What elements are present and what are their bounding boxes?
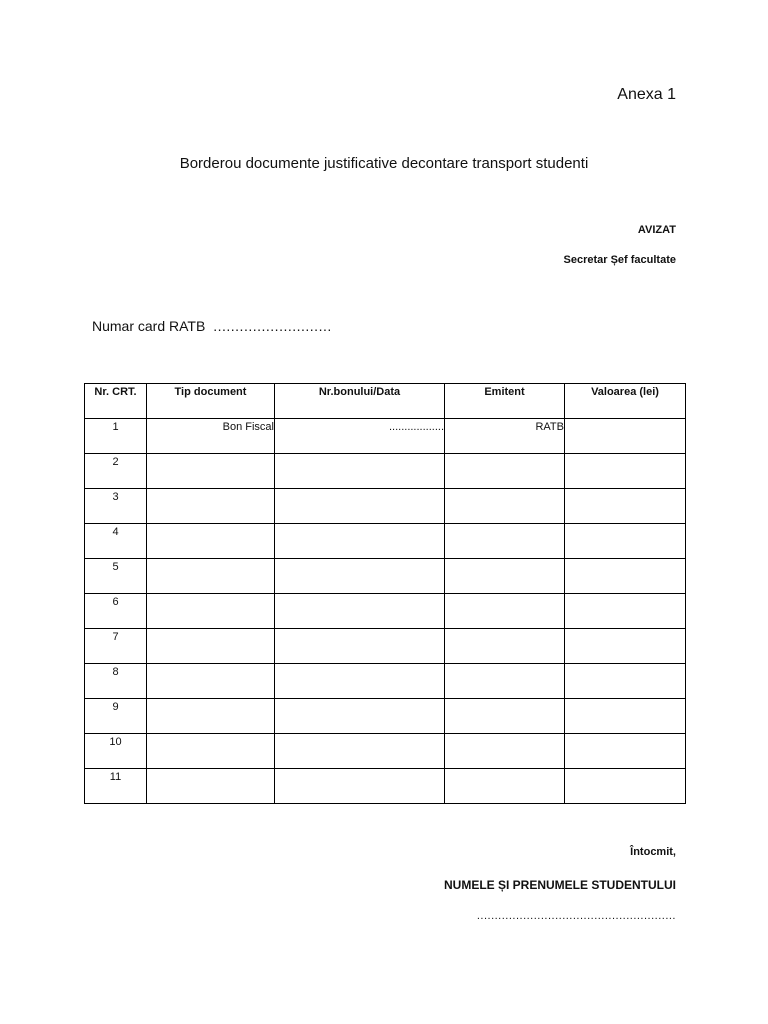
cell-tip-document <box>147 734 275 769</box>
table-row <box>85 419 686 454</box>
cell-nr-crt: 6 <box>85 594 147 629</box>
cell-valoarea <box>565 419 686 454</box>
cell-tip-document <box>147 454 275 489</box>
cell-nr-bonului-data: .................. <box>275 419 445 454</box>
cell-tip-document <box>147 629 275 664</box>
cell-emitent <box>445 594 565 629</box>
annex-label: Anexa 1 <box>617 86 676 103</box>
cell-emitent <box>445 454 565 489</box>
cell-nr-bonului-data <box>275 524 445 559</box>
table-row <box>85 594 686 629</box>
cell-emitent <box>445 524 565 559</box>
cell-nr-bonului-data <box>275 629 445 664</box>
cell-emitent <box>445 699 565 734</box>
table-body <box>85 419 686 804</box>
approval-label: AVIZAT <box>637 224 676 236</box>
cell-nr-crt: 10 <box>85 734 147 769</box>
cell-valoarea <box>565 629 686 664</box>
table-row <box>85 734 686 769</box>
table-row <box>85 664 686 699</box>
cell-emitent <box>445 629 565 664</box>
cell-emitent <box>445 559 565 594</box>
student-name-label: NUMELE ȘI PRENUMELE STUDENTULUI <box>443 878 676 892</box>
table-row <box>85 629 686 664</box>
column-header-nr-crt: Nr. CRT. <box>85 384 147 419</box>
table-row <box>85 489 686 524</box>
cell-emitent <box>445 769 565 804</box>
table-row <box>85 699 686 734</box>
cell-valoarea <box>565 524 686 559</box>
table-row <box>85 769 686 804</box>
cell-tip-document <box>147 524 275 559</box>
signature-line: ........................................................ <box>476 910 676 922</box>
cell-nr-bonului-data <box>275 489 445 524</box>
cell-tip-document: Bon Fiscal <box>147 419 275 454</box>
card-number-line <box>92 318 332 334</box>
cell-nr-bonului-data <box>275 454 445 489</box>
cell-nr-crt: 11 <box>85 769 147 804</box>
cell-tip-document <box>147 664 275 699</box>
cell-nr-bonului-data <box>275 734 445 769</box>
table-header-row <box>85 384 686 419</box>
cell-valoarea <box>565 699 686 734</box>
table-row <box>85 524 686 559</box>
document-title: Borderou documente justificative decontare transport studenti <box>179 155 589 172</box>
cell-nr-bonului-data <box>275 559 445 594</box>
column-header-tip-document: Tip document <box>147 384 275 419</box>
approver-role: Secretar Șef facultate <box>563 254 676 266</box>
cell-nr-bonului-data <box>275 699 445 734</box>
cell-nr-crt: 4 <box>85 524 147 559</box>
cell-nr-crt: 9 <box>85 699 147 734</box>
cell-emitent <box>445 489 565 524</box>
cell-nr-crt: 1 <box>85 419 147 454</box>
table-row <box>85 454 686 489</box>
cell-valoarea <box>565 454 686 489</box>
cell-tip-document <box>147 489 275 524</box>
cell-emitent: RATB <box>445 419 565 454</box>
cell-nr-crt: 8 <box>85 664 147 699</box>
cell-tip-document <box>147 769 275 804</box>
column-header-nr-bonului-data: Nr.bonului/Data <box>275 384 445 419</box>
cell-emitent <box>445 664 565 699</box>
column-header-emitent: Emitent <box>445 384 565 419</box>
prepared-by-label: Întocmit, <box>630 846 676 858</box>
cell-valoarea <box>565 594 686 629</box>
cell-tip-document <box>147 594 275 629</box>
table-row <box>85 559 686 594</box>
cell-nr-bonului-data <box>275 664 445 699</box>
cell-valoarea <box>565 559 686 594</box>
cell-tip-document <box>147 699 275 734</box>
cell-nr-crt: 2 <box>85 454 147 489</box>
documents-table <box>84 383 686 804</box>
card-number-placeholder: ........................... <box>213 318 332 334</box>
card-number-label: Numar card RATB <box>92 318 206 334</box>
cell-valoarea <box>565 769 686 804</box>
cell-emitent <box>445 734 565 769</box>
column-header-valoarea: Valoarea (lei) <box>565 384 686 419</box>
cell-nr-crt: 7 <box>85 629 147 664</box>
cell-nr-crt: 5 <box>85 559 147 594</box>
cell-valoarea <box>565 489 686 524</box>
cell-tip-document <box>147 559 275 594</box>
cell-valoarea <box>565 664 686 699</box>
cell-nr-bonului-data <box>275 769 445 804</box>
cell-nr-bonului-data <box>275 594 445 629</box>
cell-nr-crt: 3 <box>85 489 147 524</box>
cell-valoarea <box>565 734 686 769</box>
